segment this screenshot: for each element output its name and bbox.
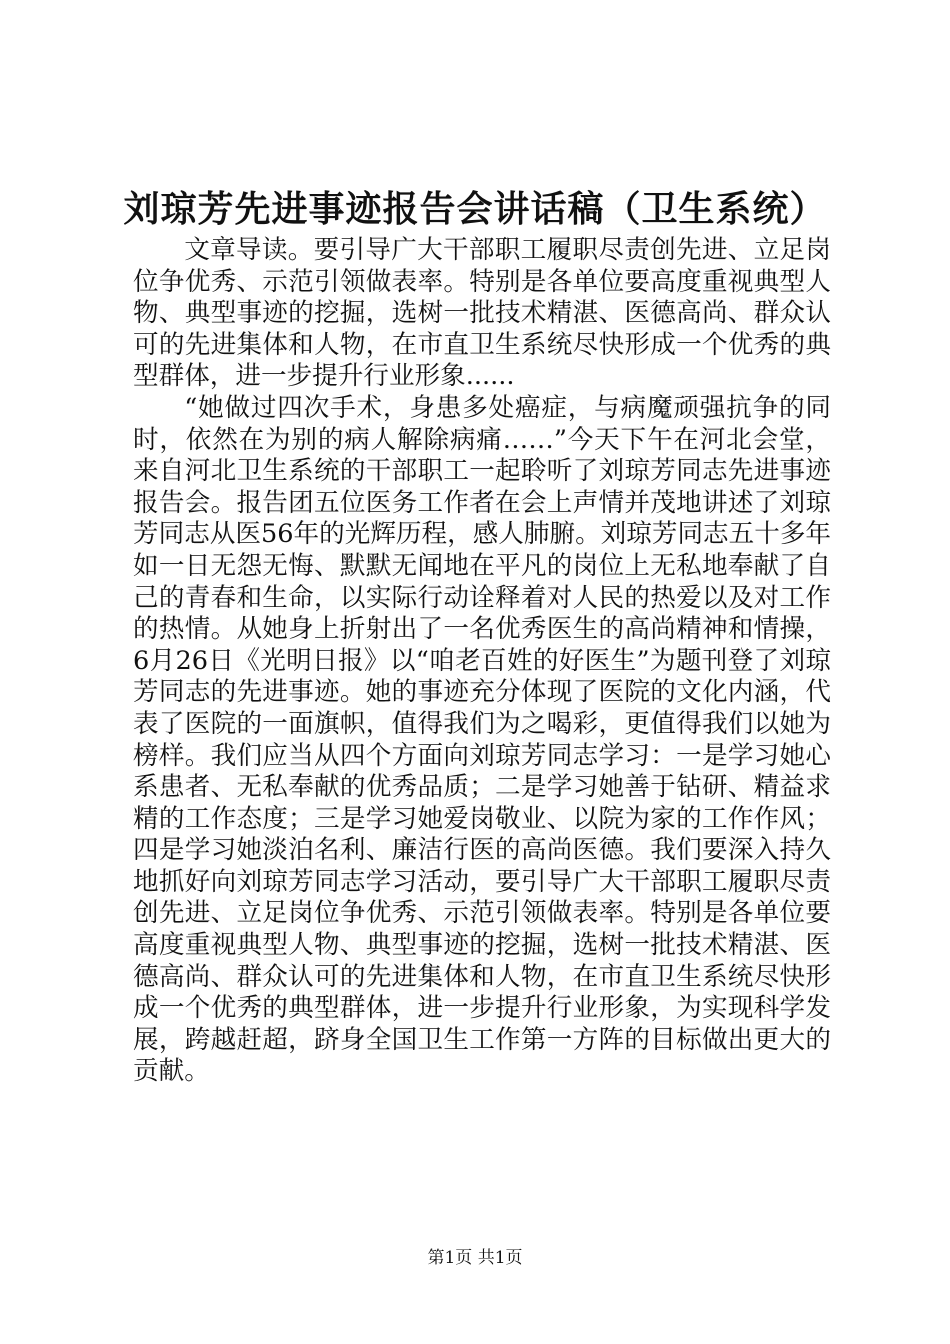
- document-title: 刘琼芳先进事迹报告会讲话稿（卫生系统）: [123, 188, 827, 230]
- main-paragraph: “她做过四次手术，身患多处癌症，与病魔顽强抗争的同时，依然在为别的病人解除病痛……”今天下午在河北会堂，来自河北卫生系统的干部职工一起聆听了刘琼芳同志先进事迹报告会。报告团五位医务工作者在会上声情并茂地讲述了刘琼芳同志从医56年的光辉历程，感人肺腑。刘琼芳同志五十多年如一日无怨无悔、默默无闻地在平凡的岗位上无私地奉献了自己的青春和生命，以实际行动诠释着对人民的热爱以及对工作的热情。从她身上折射出了一名优秀医生的高尚精神和情操，6月26日《光明日报》以“咱老百姓的好医生”为题刊登了刘琼芳同志的先进事迹。她的事迹充分体现了医院的文化内涵，代表了医院的一面旗帜，值得我们为之喝彩，更值得我们以她为榜样。我们应当从四个方面向刘琼芳同志学习：一是学习她心系患者、无私奉献的优秀品质；二是学习她善于钻研、精益求精的工作态度；三是学习她爱岗敬业、以院为家的工作作风；四是学习她淡泊名利、廉洁行医的高尚医德。我们要深入持久地抓好向刘琼芳同志学习活动，要引导广大干部职工履职尽责创先进、立足岗位争优秀、示范引领做表率。特别是各单位要高度重视典型人物、典型事迹的挖掘，选树一批技术精湛、医德高尚、群众认可的先进集体和人物，在市直卫生系统尽快形成一个优秀的典型群体，进一步提升行业形象，为实现科学发展，跨越赶超，跻身全国卫生工作第一方阵的目标做出更大的贡献。: [133, 392, 832, 1087]
- page-number-footer: 第1页 共1页: [427, 1248, 523, 1268]
- document-body: [133, 235, 831, 1088]
- intro-paragraph: 文章导读。要引导广大干部职工履职尽责创先进、立足岗位争优秀、示范引领做表率。特别是各单位要高度重视典型人物、典型事迹的挖掘，选树一批技术精湛、医德高尚、群众认可的先进集体和人物，在市直卫生系统尽快形成一个优秀的典型群体，进一步提升行业形象......: [133, 235, 831, 392]
